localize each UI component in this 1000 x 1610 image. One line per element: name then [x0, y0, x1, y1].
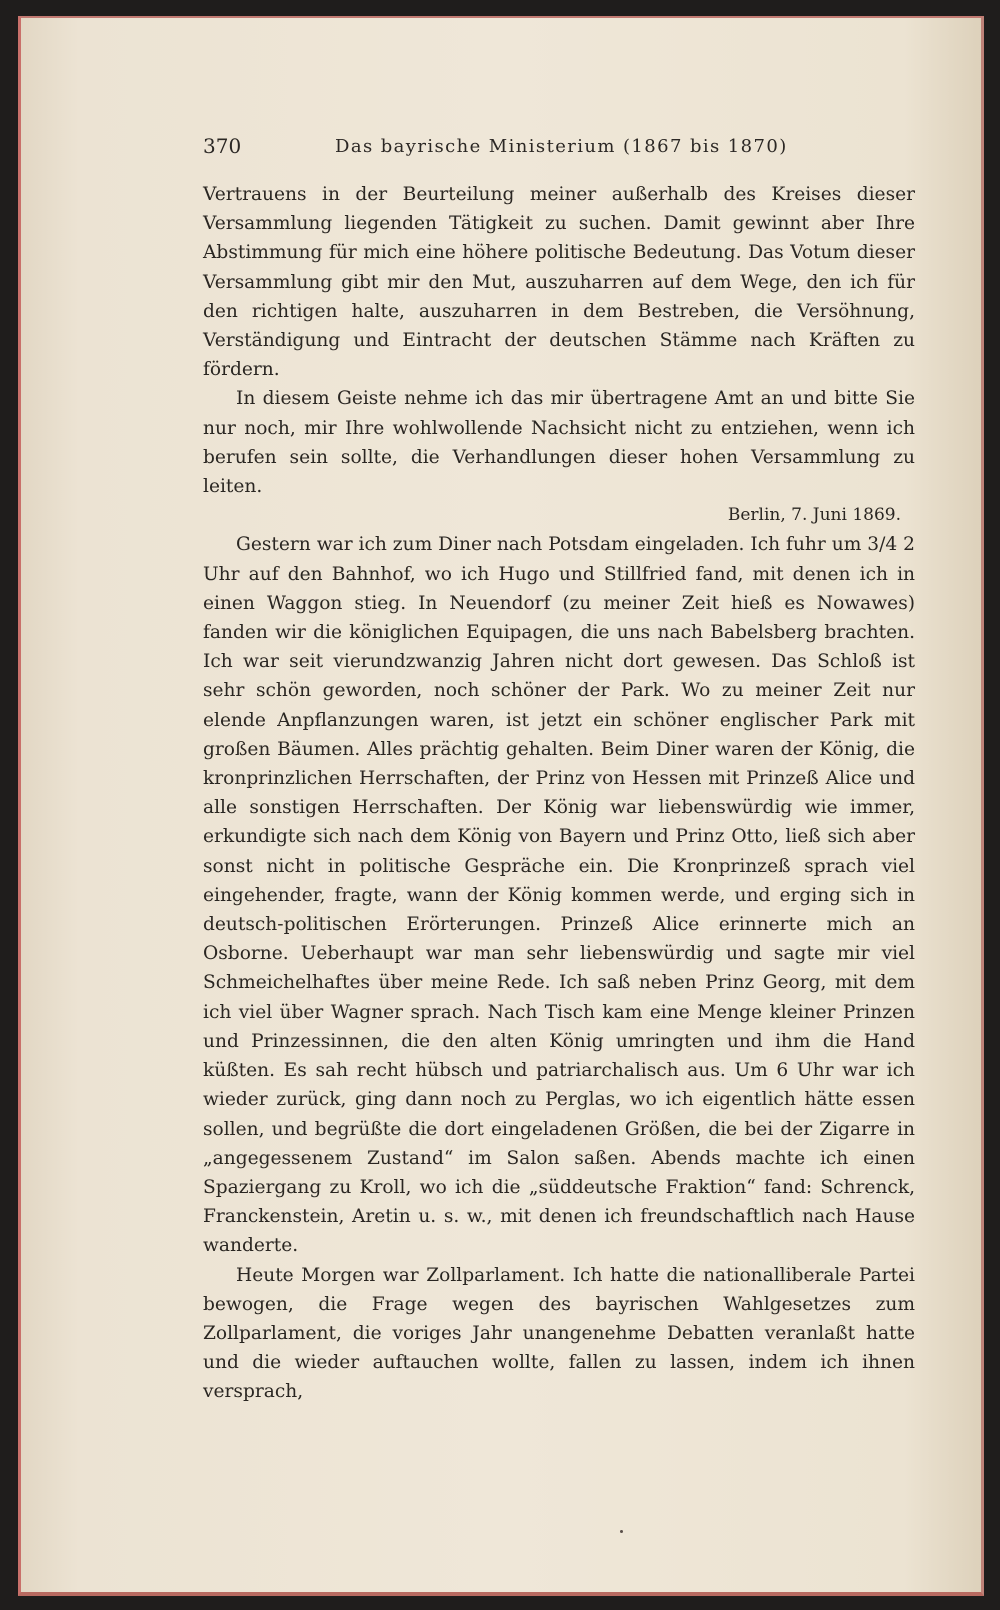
paragraph-diary-zollparlament: Heute Morgen war Zollparlament. Ich hatte die nationalliberale Partei bewogen, die Frage wegen des bayrischen Wahlgesetzes zum Zollparlament, die voriges Jahr unangenehme Debatten veranlaßt hatte und die wieder auftauchen wollte, fallen zu lassen, indem ich ihnen versprach, — [203, 1264, 915, 1403]
paper-speck — [620, 1530, 623, 1533]
paragraph-continued-speech: Vertrauens in der Beurteilung meiner außerhalb des Kreises dieser Versammlung liegenden Tätigkeit zu suchen. Damit gewinnt aber Ihre Abstimmung für mich eine höhere politische Bedeutung. Das Votum dieser Versammlung gibt mir den Mut, auszuharren auf dem Wege, den ich für den richtigen halte, auszuharren in dem Bestreben, die Versöhnung, Verständigung und Eintracht der deutschen Stämme nach Kräften zu fördern. — [203, 184, 915, 381]
paragraph-speech-closing: In diesem Geiste nehme ich das mir übertragene Amt an und bitte Sie nur noch, mir Ihre wohlwollende Nachsicht nicht zu entziehen, wenn ich berufen sein sollte, die Verhandlungen dieser hohen Versammlung zu leiten. — [203, 388, 915, 498]
page-body — [203, 180, 915, 1407]
paragraph-diary-potsdam: Gestern war ich zum Diner nach Potsdam eingeladen. Ich fuhr um 3/4 2 Uhr auf den Bahnhof, wo ich Hugo und Stillfried fand, mit denen ich in einen Waggon stieg. In Neuendorf (zu meiner Zeit hieß es Nowawes) fanden wir die königlichen Equipagen, die uns nach Babelsberg brachten. Ich war seit vierundzwanzig Jahren nicht dort gewesen. Das Schloß ist sehr schön geworden, noch schöner der Park. Wo zu meiner Zeit nur elende Anpflanzungen waren, ist jetzt ein schöner englischer Park mit großen Bäumen. Alles prächtig gehalten. Beim Diner waren der König, die kronprinzlichen Herrschaften, der Prinz von Hessen mit Prinzeß Alice und alle sonstigen Herrschaften. Der König war liebenswürdig wie immer, erkundigte sich nach dem König von Bayern und Prinz Otto, ließ sich aber sonst nicht in politische Gespräche ein. Die Kronprinzeß sprach viel eingehender, fragte, wann der König kommen werde, und erging sich in deutsch-politischen Erörterungen. Prinzeß Alice erinnerte mich an Osborne. Ueberhaupt war man sehr liebenswürdig und sagte mir viel Schmeichelhaftes über meine Rede. Ich saß neben Prinz Georg, mit dem ich viel über Wagner sprach. Nach Tisch kam eine Menge kleiner Prinzen und Prinzessinnen, die den alten König umringten und ihm die Hand küßten. Es sah recht hübsch und patriarchalisch aus. Um 6 Uhr war ich wieder zurück, ging dann noch zu Perglas, wo ich eigentlich hätte essen sollen, und begrüßte die dort eingeladenen Größen, die bei der Zigarre in „angegessenem Zustand“ im Salon saßen. Abends machte ich einen Spaziergang zu Kroll, wo ich die „süddeutsche Fraktion“ fand: Schrenck, Franckenstein, Aretin u. s. w., mit denen ich freundschaftlich nach Hause wanderte. — [203, 534, 915, 1257]
page-header — [203, 134, 913, 160]
page-number: 370 — [203, 134, 242, 158]
running-title: Das bayrische Ministerium (1867 bis 1870) — [335, 136, 788, 157]
diary-dateline: Berlin, 7. Juni 1869. — [727, 505, 901, 526]
